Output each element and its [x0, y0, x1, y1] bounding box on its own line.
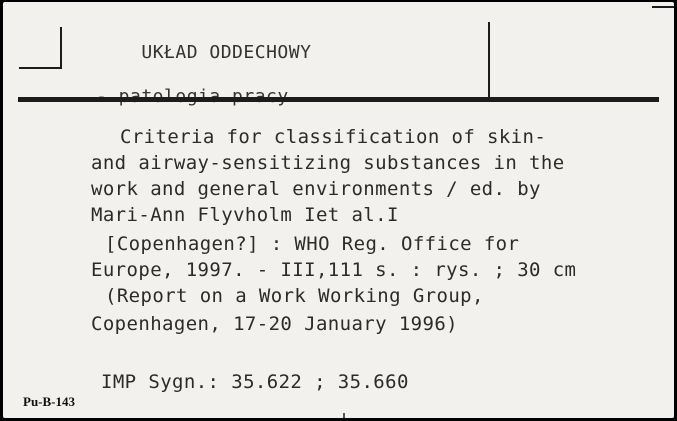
title-line: and airway-sensitizing substances in the [91, 152, 565, 174]
shelf-signature: IMP Sygn.: 35.622 ; 35.660 [101, 371, 409, 393]
corner-mark-horizontal [19, 67, 62, 69]
corner-mark-vertical [60, 27, 62, 69]
title-line: work and general environments / ed. by [91, 178, 541, 200]
edge-mark [652, 6, 674, 8]
subject-heading: UKŁAD ODDECHOWY [141, 42, 312, 63]
title-line: Mari-Ann Flyvholm Iet al.I [91, 204, 399, 226]
header-rule [18, 97, 659, 102]
imprint-line: Europe, 1997. - III,111 s. : rys. ; 30 cm [91, 259, 577, 281]
catalog-card [3, 2, 674, 418]
bottom-tick-mark [343, 413, 345, 418]
series-line: (Report on a Work Working Group, [105, 285, 484, 307]
call-number: Pu-B-143 [23, 394, 75, 409]
title-line: Criteria for classification of skin- [120, 126, 547, 148]
header-divider-vertical [488, 22, 490, 100]
imprint-line: [Copenhagen?] : WHO Reg. Office for [105, 233, 520, 255]
series-line: Copenhagen, 17-20 January 1996) [91, 313, 459, 335]
